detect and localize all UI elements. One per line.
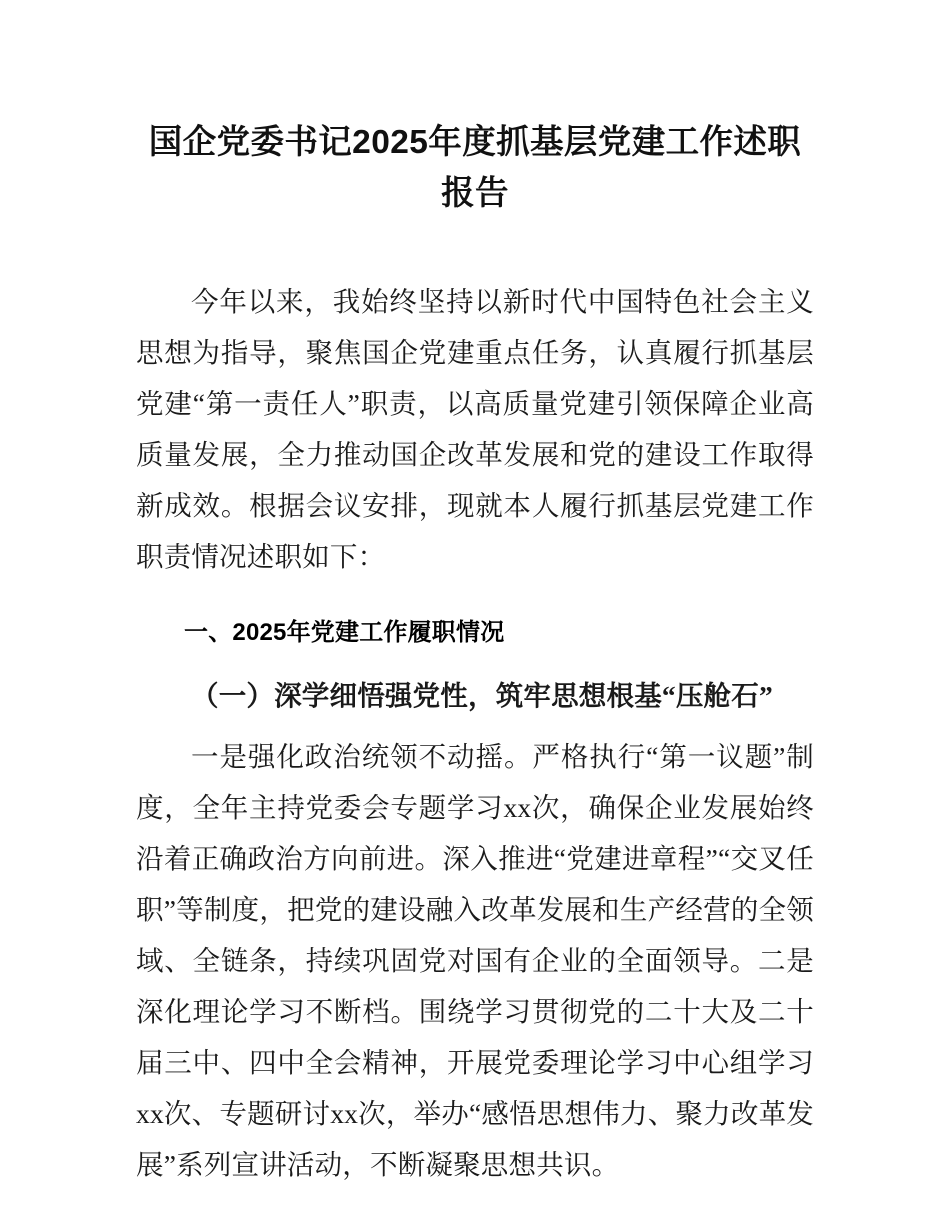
section-heading-one: 一、2025年党建工作履职情况 [184, 619, 505, 646]
subsection-heading-one: （一）深学细悟强党性，筑牢思想根基“压舱石” [191, 680, 773, 711]
page-content-column [136, 0, 814, 1190]
subsection-body-spacer [136, 721, 814, 731]
opening-paragraph: 今年以来，我始终坚持以新时代中国特色社会主义思想为指导，聚焦国企党建重点任务，认真履行抓基层党建“第一责任人”职责，以高质量党建引领保障企业高质量发展，全力推动国企改革发展和党的建设工作取得新成效。根据会议安排，现就本人履行抓基层党建工作职责情况述职如下： [136, 286, 814, 572]
page-title: 国企党委书记2025年度抓基层党建工作述职报告 [148, 124, 802, 212]
heading-spacer-above-section-one [136, 582, 814, 607]
subsection-one-paragraph: 一是强化政治统领不动摇。严格执行“第一议题”制度，全年主持党委会专题学习xx次，确保企业发展始终沿着正确政治方向前进。深入推进“党建进章程”“交叉任职”等制度，把党的建设融入改革发展和生产经营的全领域、全链条，持续巩固党对国有企业的全面领导。二是深化理论学习不断档。围绕学习贯彻党的二十大及二十届三中、四中全会精神，开展党委理论学习中心组学习xx次、专题研讨xx次，举办“感悟思想伟力、聚力改革发展”系列宣讲活动，不断凝聚思想共识。 [136, 741, 814, 1180]
heading-spacer-below-section-one [136, 658, 814, 670]
